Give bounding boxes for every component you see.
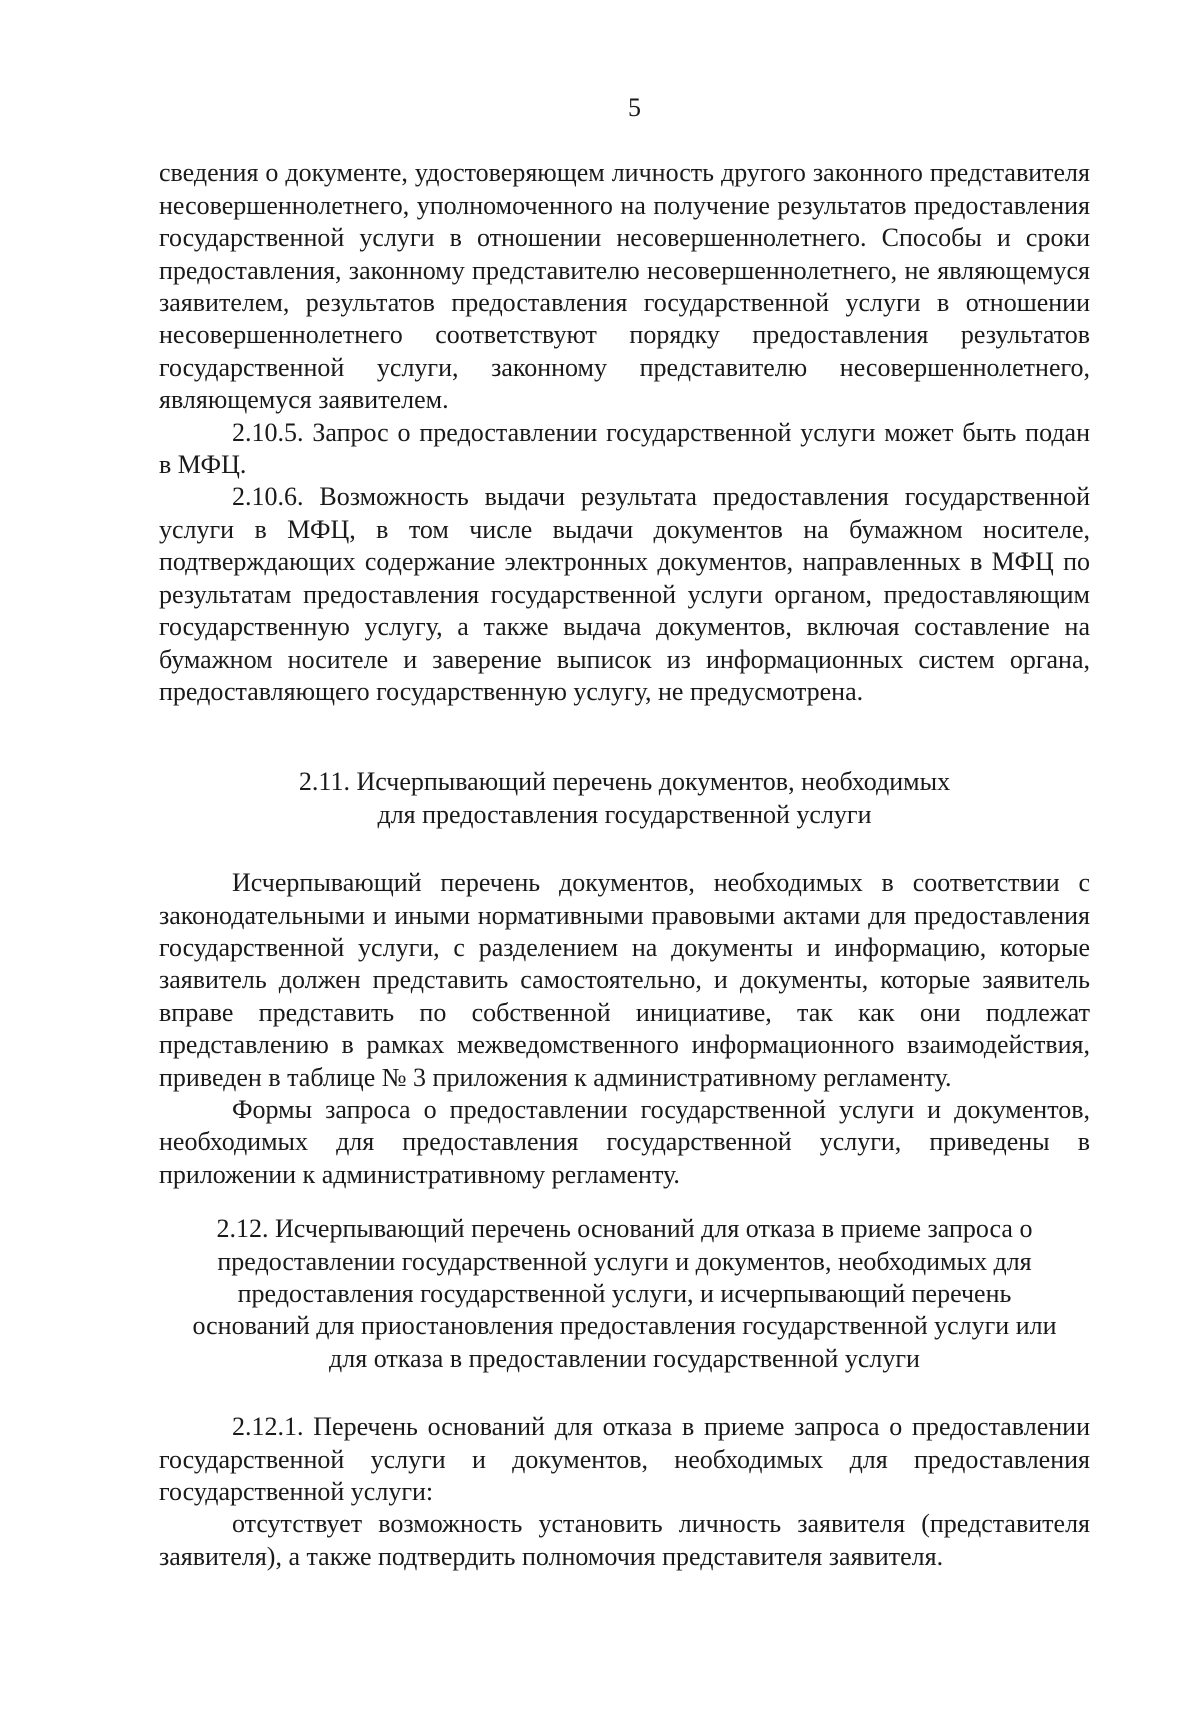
paragraph-2-11-documents-list: Исчерпывающий перечень документов, необходимых в соответствии с законодательными и иными нормативными правовыми актами для предоставления государственной услуги, с разделением на документы и информацию, которые заявитель должен представить самостоятельно, и документы, которые заявитель вправе представить по собственной инициативе, так как они подлежат представлению в рамках межведомственного информационного взаимодействия, приведен в таблице № 3 приложения к административному регламенту. [159, 868, 1090, 1092]
section-heading-2-11 [159, 766, 1090, 831]
section-heading-2-12 [159, 1213, 1090, 1375]
paragraph-2-12-1: 2.12.1. Перечень оснований для отказа в приеме запроса о предоставлении государственной услуги и документов, необходимых для предоставления государственной услуги: [159, 1412, 1090, 1507]
heading-2-12-line-4: оснований для приостановления предоставления государственной услуги или [192, 1311, 1057, 1341]
paragraph-2-12-1-identity: отсутствует возможность установить личность заявителя (представителя заявителя), а также подтвердить полномочия представителя заявителя. [159, 1509, 1090, 1571]
paragraph-2-11-forms: Формы запроса о предоставлении государственной услуги и документов, необходимых для предоставления государственной услуги, приведены в приложении к административному регламенту. [159, 1094, 1090, 1189]
heading-2-11-line-1: 2.11. Исчерпывающий перечень документов, необходимых [298, 767, 951, 797]
heading-2-11-line-2: для предоставления государственной услуги [377, 799, 872, 829]
heading-2-12-line-2: предоставлении государственной услуги и документов, необходимых для [217, 1246, 1032, 1276]
paragraph-2-10-5: 2.10.5. Запрос о предоставлении государственной услуги может быть подан в МФЦ. [159, 417, 1090, 480]
heading-2-12-line-1: 2.12. Исчерпывающий перечень оснований для отказа в приеме запроса о [216, 1214, 1033, 1244]
paragraph-legal-representative-info: сведения о документе, удостоверяющем личность другого законного представителя несовершеннолетнего, уполномоченного на получение результатов предоставления государственной услуги в отношении несовершеннолетнего. Способы и сроки предоставления, законному представителю несовершеннолетнего, не являющемуся заявителем, результатов предоставления государственной услуги в отношении несовершеннолетнего соответствуют порядку предоставления результатов государственной услуги, законному представителю несовершеннолетнего, являющемуся заявителем. [159, 158, 1090, 415]
paragraph-2-10-6: 2.10.6. Возможность выдачи результата предоставления государственной услуги в МФЦ, в том числе выдачи документов на бумажном носителе, подтверждающих содержание электронных документов, направленных в МФЦ по результатам предоставления государственной услуги органом, предоставляющим государственную услугу, а также выдача документов, включая составление на бумажном носителе и заверение выписок из информационных систем органа, предоставляющего государственную услугу, не предусмотрена. [159, 482, 1090, 706]
page-number: 5 [628, 93, 641, 122]
heading-2-12-line-3: предоставления государственной услуги, и исчерпывающий перечень [237, 1279, 1012, 1308]
heading-2-12-line-5: для отказа в предоставлении государственной услуги [329, 1343, 920, 1373]
